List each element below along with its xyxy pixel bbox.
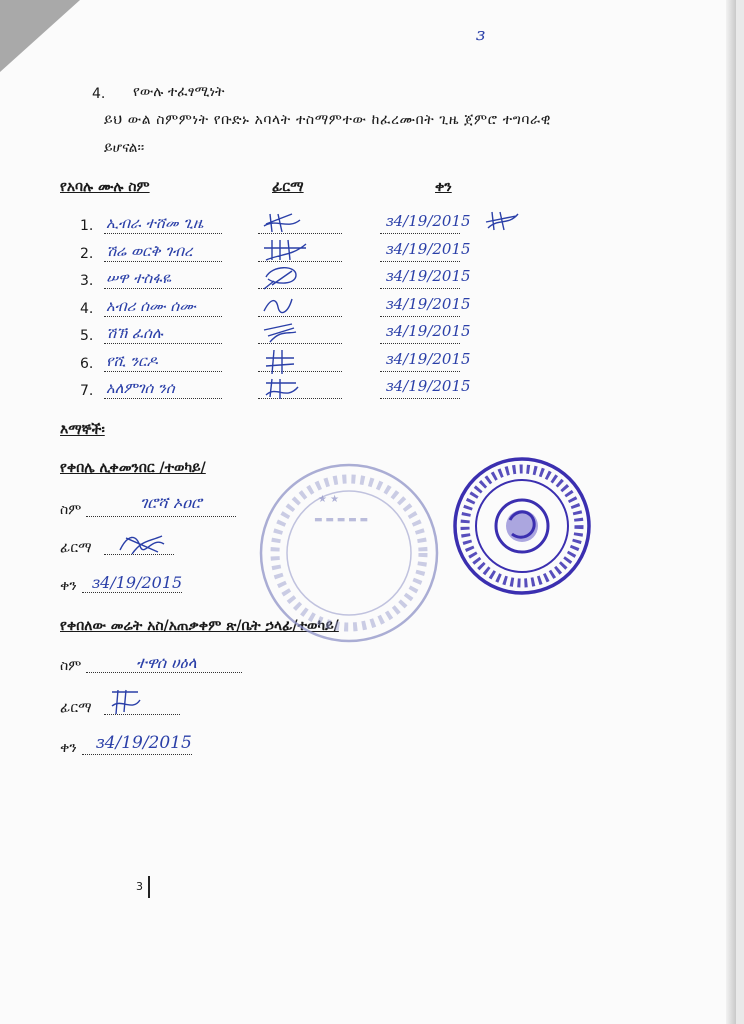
row-date-dots xyxy=(380,233,460,234)
row-number: 5. xyxy=(80,328,94,344)
row-number: 2. xyxy=(80,245,94,262)
witnesses-heading: እማኞች፡ xyxy=(60,422,105,438)
office-date-value: ɜ4/19/2015 xyxy=(96,733,192,753)
row-name: አብሪ ሰሙ ሰሙ xyxy=(106,296,196,315)
office-heading: የቀበለው መሬት አስ/አጠቃቀም ጽ/ቤት ኃላፊ/ተወካይ/ xyxy=(60,618,339,634)
section-body-line-1: ይህ ውል ስምምነት የቡድኑ አባላት ተስማምተው ከፈረሙበት ጊዜ ጀምሮ ተግባራዊ xyxy=(104,112,551,128)
office-date-label: ቀን xyxy=(60,740,77,756)
stamp-right xyxy=(452,456,592,596)
svg-text:▬ ▬ ▬ ▬ ▬: ▬ ▬ ▬ ▬ ▬ xyxy=(314,515,368,525)
row-number: 1. xyxy=(80,218,94,234)
row-signature xyxy=(262,210,308,236)
chair-name-value: ገሮሻ ኦዐሮ xyxy=(140,493,202,512)
row-name: ሠዋ ተስፋዬ xyxy=(106,269,171,287)
section-body-line-2: ይሆናል፡፡ xyxy=(104,140,145,156)
row-name-dots xyxy=(104,343,222,344)
svg-text:★ ★: ★ ★ xyxy=(318,494,340,505)
chair-date-value: ɜ4/19/2015 xyxy=(92,573,183,592)
office-name-label: ስም xyxy=(60,658,82,674)
row-name-dots xyxy=(104,261,222,262)
office-signature-label: ፊርማ xyxy=(60,700,92,716)
row-name-dots xyxy=(104,233,222,234)
row-date: ɜ4/19/2015 xyxy=(386,294,471,313)
chair-date-dots xyxy=(82,592,182,593)
column-header-date: ቀን xyxy=(435,179,452,195)
row-1-extra-initial xyxy=(484,210,520,232)
section-title: የውሉ ተፈፃሚነት xyxy=(133,84,225,100)
row-date-dots xyxy=(380,261,460,262)
row-name: ኢብራ ተሸመ ጊዜ xyxy=(106,214,204,232)
stamp-left xyxy=(258,462,440,644)
row-name-dots xyxy=(104,371,222,372)
row-date: ɜ4/19/2015 xyxy=(386,239,471,258)
row-name-dots xyxy=(104,288,222,289)
row-name: የሺ ንርዶ xyxy=(106,351,158,370)
row-number: 6. xyxy=(80,355,94,372)
row-name-dots xyxy=(104,398,222,399)
row-signature xyxy=(262,348,308,374)
row-date: ɜ4/19/2015 xyxy=(386,267,471,285)
column-header-name: የአባሉ ሙሉ ስም xyxy=(60,179,150,195)
row-date-dots xyxy=(380,288,460,289)
section-number: 4. xyxy=(92,86,106,102)
row-name: አለምገሰ ንሰ xyxy=(106,379,175,397)
row-date-dots xyxy=(380,316,460,317)
row-name-dots xyxy=(104,316,222,317)
office-signature xyxy=(108,686,142,716)
row-date: ɜ4/19/2015 xyxy=(386,212,471,230)
chair-name-label: ስም xyxy=(60,502,82,518)
row-name: ሽሬ ወርቅ ገብረ xyxy=(106,241,193,260)
office-date-dots xyxy=(82,754,192,755)
chair-name-dots xyxy=(86,516,236,517)
row-date-dots xyxy=(380,343,460,344)
column-header-signature: ፊርማ xyxy=(272,179,304,195)
chair-signature xyxy=(118,530,168,556)
row-number: 7. xyxy=(80,383,94,399)
row-date-dots xyxy=(380,398,460,399)
row-date: ɜ4/19/2015 xyxy=(386,322,471,340)
row-name: ሽኽ ፈሰሉ xyxy=(106,324,163,342)
row-signature xyxy=(262,238,308,264)
row-signature xyxy=(262,265,308,291)
row-number: 3. xyxy=(80,273,94,289)
page-edge xyxy=(726,0,736,1024)
row-date-dots xyxy=(380,371,460,372)
row-date: ɜ4/19/2015 xyxy=(386,377,471,395)
chair-date-label: ቀን xyxy=(60,578,77,594)
row-signature xyxy=(262,375,308,401)
page-mark-top: ɜ xyxy=(476,24,486,45)
chair-signature-label: ፊርማ xyxy=(60,540,92,556)
page-number-bar xyxy=(148,876,150,898)
row-signature xyxy=(262,320,308,346)
row-number: 4. xyxy=(80,300,94,317)
chair-heading: የቀበሌ ሊቀመንበር /ተወካይ/ xyxy=(60,460,206,476)
page-number: 3 xyxy=(136,880,143,893)
folded-corner xyxy=(0,0,80,72)
office-name-value: ተዋሰ ሀዕላ xyxy=(136,653,197,672)
row-signature xyxy=(262,293,308,319)
row-date: ɜ4/19/2015 xyxy=(386,349,471,368)
